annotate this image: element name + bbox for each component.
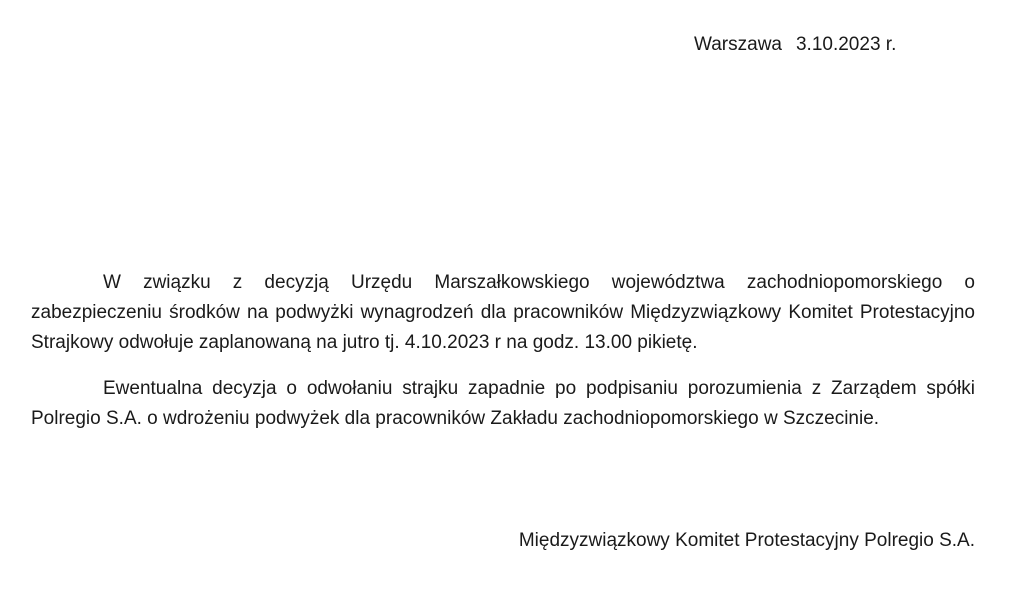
signature-line: Międzyzwiązkowy Komitet Protestacyjny Polregio S.A. (518, 530, 975, 551)
place-name: Warszawa (694, 34, 782, 55)
place-date-line (694, 34, 896, 56)
letter-body (31, 268, 975, 450)
body-paragraph: Ewentualna decyzja o odwołaniu strajku zapadnie po podpisaniu porozumienia z Zarządem spółki Polregio S.A. o wdrożeniu podwyżek dla pracowników Zakładu zachodniopomorskiego w Szczecinie. (31, 378, 975, 429)
document-date: 3.10.2023 r. (795, 34, 897, 55)
body-paragraph: W związku z decyzją Urzędu Marszałkowskiego województwa zachodniopomorskiego o zabezpieczeniu środków na podwyżki wynagrodzeń dla pracowników Międzyzwiązkowy Komitet Protestacyjno Strajkowy odwołuje zaplanowaną na jutro tj. 4.10.2023 r na godz. 13.00 pikietę. (31, 272, 975, 353)
